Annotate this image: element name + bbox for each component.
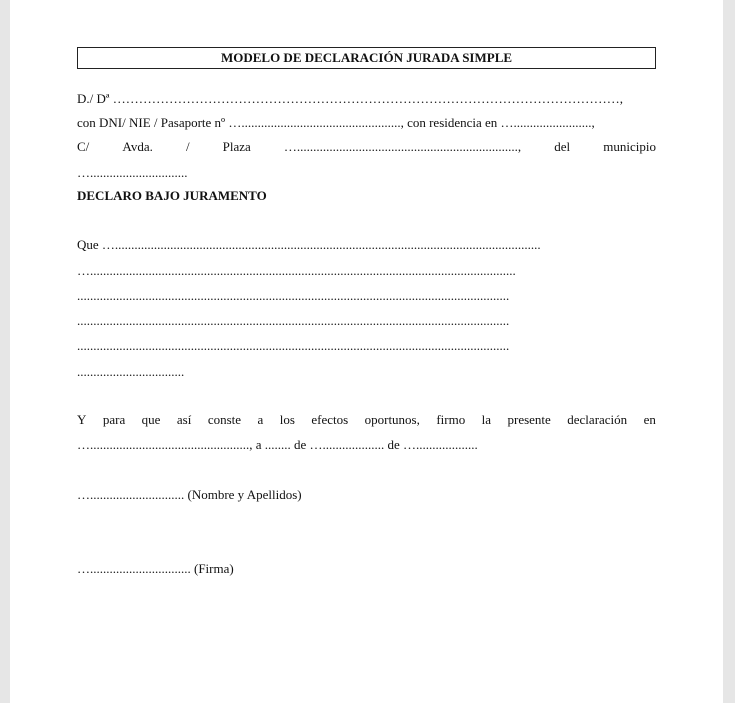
closing-word: declaración bbox=[567, 412, 628, 427]
closing-line bbox=[77, 412, 656, 428]
address-line bbox=[77, 139, 656, 155]
address-word: C/ bbox=[77, 139, 90, 154]
signature-line: …............................... (Firma) bbox=[77, 561, 234, 576]
address-word: del bbox=[554, 139, 571, 154]
closing-word: que bbox=[141, 412, 161, 427]
address-word: …...................................................................., bbox=[283, 139, 522, 154]
short-blank-line: ................................. bbox=[77, 364, 185, 379]
document-title: MODELO DE DECLARACIÓN JURADA SIMPLE bbox=[77, 47, 656, 69]
closing-word: en bbox=[643, 412, 656, 427]
document-page bbox=[10, 0, 723, 703]
id-line: con DNI/ NIE / Pasaporte nº …................................................., con residencia en …........................, bbox=[77, 115, 595, 130]
closing-word: oportunos, bbox=[364, 412, 420, 427]
closing-word: los bbox=[279, 412, 295, 427]
date-line: …................................................., a ........ de …................... de …................... bbox=[77, 437, 478, 452]
closing-word: la bbox=[481, 412, 492, 427]
closing-word: así bbox=[176, 412, 192, 427]
closing-word: firmo bbox=[436, 412, 466, 427]
closing-word: para bbox=[102, 412, 126, 427]
address-word: municipio bbox=[603, 139, 656, 154]
address-word: Avda. bbox=[122, 139, 153, 154]
closing-word: efectos bbox=[311, 412, 349, 427]
blank-line: ..................................................................................................................................... bbox=[77, 288, 510, 303]
section-heading: DECLARO BAJO JURAMENTO bbox=[77, 188, 267, 203]
blank-line: …................................................................................................................................... bbox=[77, 263, 516, 278]
address-word: / bbox=[185, 139, 190, 154]
closing-word: a bbox=[257, 412, 264, 427]
full-name-line: …............................. (Nombre y Apellidos) bbox=[77, 487, 302, 502]
name-line: D./ Dª ………………………………………………………………………………………………………, bbox=[77, 91, 623, 106]
que-line: Que …................................................................................................................................... bbox=[77, 237, 541, 252]
address-word: Plaza bbox=[222, 139, 251, 154]
closing-word: presente bbox=[507, 412, 551, 427]
closing-word: conste bbox=[207, 412, 242, 427]
document-content bbox=[77, 47, 656, 576]
municipality-line: ….............................. bbox=[77, 165, 188, 180]
blank-line: ..................................................................................................................................... bbox=[77, 313, 510, 328]
blank-line: ..................................................................................................................................... bbox=[77, 338, 510, 353]
closing-word: Y bbox=[77, 412, 87, 427]
